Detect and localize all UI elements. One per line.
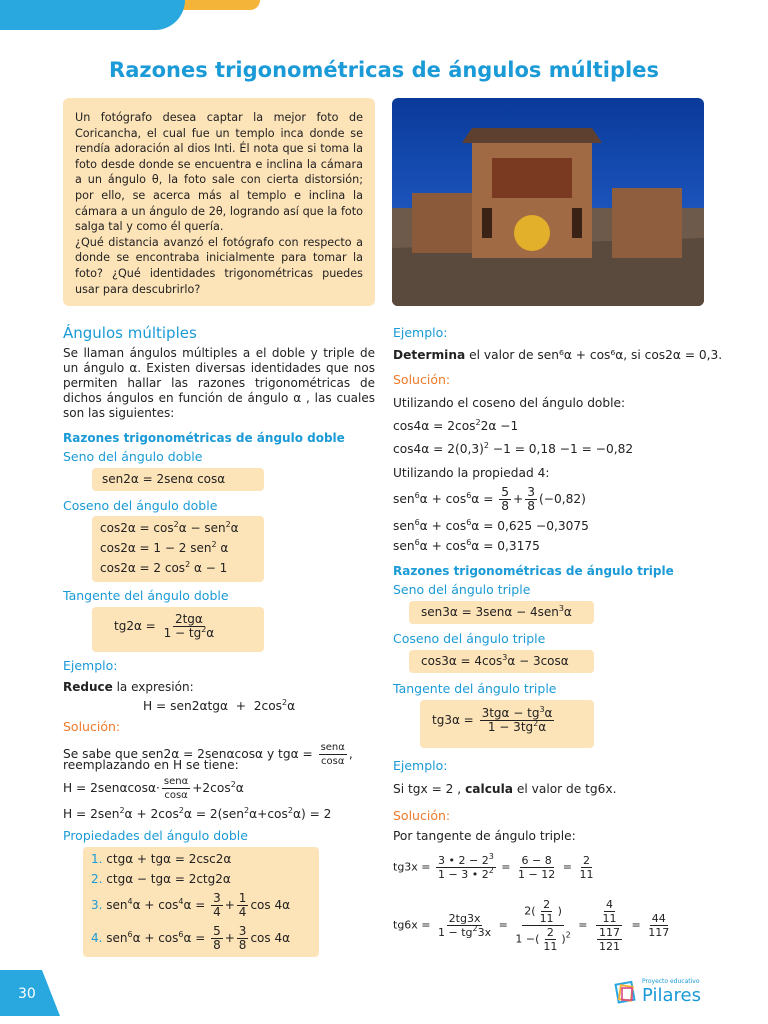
story-text: Un fotógrafo desea captar la mejor foto de Coricancha, el cual fue un templo inca donde se rendía adoración al dios Inti. Él nota que si toma la foto desde donde se encuentra e inclina la cámara a un ángulo θ, la foto sale con cierta distorsión; por ello, se acerca más al templo e inclina la cámara a un ángulo de 2θ, logrando así que la foto salga tal y como él quería. — [75, 111, 363, 234]
reduce-line: Reduce la expresión: — [63, 680, 194, 694]
logo-subtitle: Proyecto educativo — [642, 978, 700, 985]
ejemplo-label-3: Ejemplo: — [393, 758, 448, 773]
label-seno-triple: Seno del ángulo triple — [393, 582, 531, 597]
reemplazando-line: reemplazando en H se tiene: — [63, 758, 239, 772]
cos4a-line-1: $\cos 4\alpha = 2\cos^22\alpha -1$ — [393, 418, 519, 433]
formula-cos2a: $\cos 2\alpha = \cos^2\alpha - sen^2\alpha$ cos2α = 1 − 2 sen$^2$ α cos2α = 2 $\cos^2 \alpha - 1$ — [92, 516, 264, 582]
ejemplo-label-1: Ejemplo: — [63, 658, 118, 673]
page-title: Razones trigonométricas de ángulos múltiples — [109, 58, 659, 82]
sen6-line-2: $sen^6\alpha + \cos^6\alpha = 0,625 -0,3075$ — [393, 518, 589, 533]
label-tangente-triple: Tangente del ángulo triple — [393, 681, 557, 696]
pilares-logo — [614, 978, 714, 1008]
label-coseno-doble: Coseno del ángulo doble — [63, 498, 218, 513]
label-propiedades: Propiedades del ángulo doble — [63, 828, 248, 843]
formula-tg3a: tg3α = $\frac{3tg\alpha - tg^3\alpha}{1 - 3tg^2\alpha}$ — [420, 700, 594, 748]
logo-name: Pilares — [642, 985, 701, 1006]
tg3x-calc: tg3x = $\frac{3 • 2 - 2^3}{1 - 3 • 2^2}$ = $\frac{6 - 8}{1 - 12}$ = $\frac{2}{11}$ — [393, 852, 594, 881]
top-tab — [0, 0, 185, 30]
story-box — [63, 98, 375, 306]
intro-text: Se llaman ángulos múltiples a el doble y triple de un ángulo α. Existen diversas identidades que nos permiten hallar las razones trigonométricas de dichos ángulos en función de ángulo α , las cuales son las siguientes: — [63, 346, 375, 420]
sub-angulo-triple: Razones trigonométricas de ángulo triple — [393, 564, 674, 578]
utilizando-line: Utilizando el coseno del ángulo doble: — [393, 396, 626, 410]
formula-cos3a: $\cos 3\alpha = 4\cos^3\alpha - 3\cos\alpha$ — [409, 650, 594, 673]
heading-angulos-multiples: Ángulos múltiples — [63, 324, 197, 342]
formula-sen3a: sen3α = 3senα − 4sen$^3$α — [409, 601, 594, 624]
solucion-label-2: Solución: — [393, 372, 451, 387]
H-substitution: H = 2senαcosα· $\frac{\text{senα}}{\cos\alpha}$ $+2\cos^2\alpha$ — [63, 776, 244, 801]
formula-tg2a: tg2α = $\frac{\text{2tgα}}{1 - tg^2\alpha}$ — [92, 607, 264, 652]
expression-H: $H = sen2\alpha tg\alpha + 2\cos^2\alpha$ — [143, 698, 296, 713]
page-number: 30 — [18, 986, 36, 1002]
label-seno-doble: Seno del ángulo doble — [63, 449, 203, 464]
sen6-line-3: $sen^6\alpha + \cos^6\alpha = 0,3175$ — [393, 538, 540, 553]
H-result: $H = 2sen^2\alpha + 2\cos^2\alpha = 2(sen^2\alpha+\cos^2\alpha) = 2$ — [63, 806, 332, 821]
logo-icon — [614, 980, 638, 1006]
solucion-label-1: Solución: — [63, 719, 121, 734]
ejemplo-label-2: Ejemplo: — [393, 325, 448, 340]
sesabe-line: Se sabe que sen2α = 2senαcosα y tgα = $\frac{\text{senα}}{\cos\alpha}$ , — [63, 742, 353, 767]
determina-line: Determina el valor de sen⁶α + cos⁶α, si cos2α = 0,3. — [393, 348, 723, 362]
por-tangente-line: Por tangente de ángulo triple: — [393, 829, 576, 843]
calcula-line: Si tgx = 2 , calcula el valor de tg6x. — [393, 782, 617, 796]
propiedad4-line: Utilizando la propiedad 4: — [393, 466, 550, 480]
coricancha-photo — [392, 98, 704, 306]
label-coseno-triple: Coseno del ángulo triple — [393, 631, 546, 646]
cos4a-line-2: $\cos 4\alpha = 2(0,3)^2 -1 = 0,18 -1 = -0,82$ — [393, 441, 634, 456]
story-question: ¿Qué distancia avanzó el fotógrafo con respecto a donde se encontraba inicialmente para tomar la foto? ¿Qué identidades trigonométricas puedes usar para descubrirlo? — [75, 235, 363, 296]
tg6x-calc: tg6x = $\frac{2tg3x}{1 - tg^23x}$ = 2( $\frac{2}{11}$ ) 1 −( $\frac{2}{11}$ )$^2$ = $\frac{\frac{4}{11}}{\frac{117}{121}}$ = $\frac{44}{117}$ — [393, 898, 670, 953]
label-tangente-doble: Tangente del ángulo doble — [63, 588, 229, 603]
sub-angulo-doble: Razones trigonométricas de ángulo doble — [63, 431, 345, 445]
propiedades-box: 1. ctgα + tgα = 2csc2α 2. ctgα − tgα = 2ctg2α 3. $sen^4\alpha + \cos^4\alpha$ = $\frac{3}{4}$ + $\frac{1}{4}$ cos 4α 4. $sen^6\alpha + \cos^6\alpha$ = $\frac{5}{8}$ + $\frac{3}{8}$ cos 4α — [83, 847, 319, 957]
formula-sen2a: sen2α = 2senα cosα — [92, 468, 264, 491]
sen6-line-1: $sen^6\alpha + \cos^6\alpha$ = $\frac{5}{8}$ + $\frac{3}{8}$ (−0,82) — [393, 485, 586, 513]
solucion-label-3: Solución: — [393, 808, 451, 823]
